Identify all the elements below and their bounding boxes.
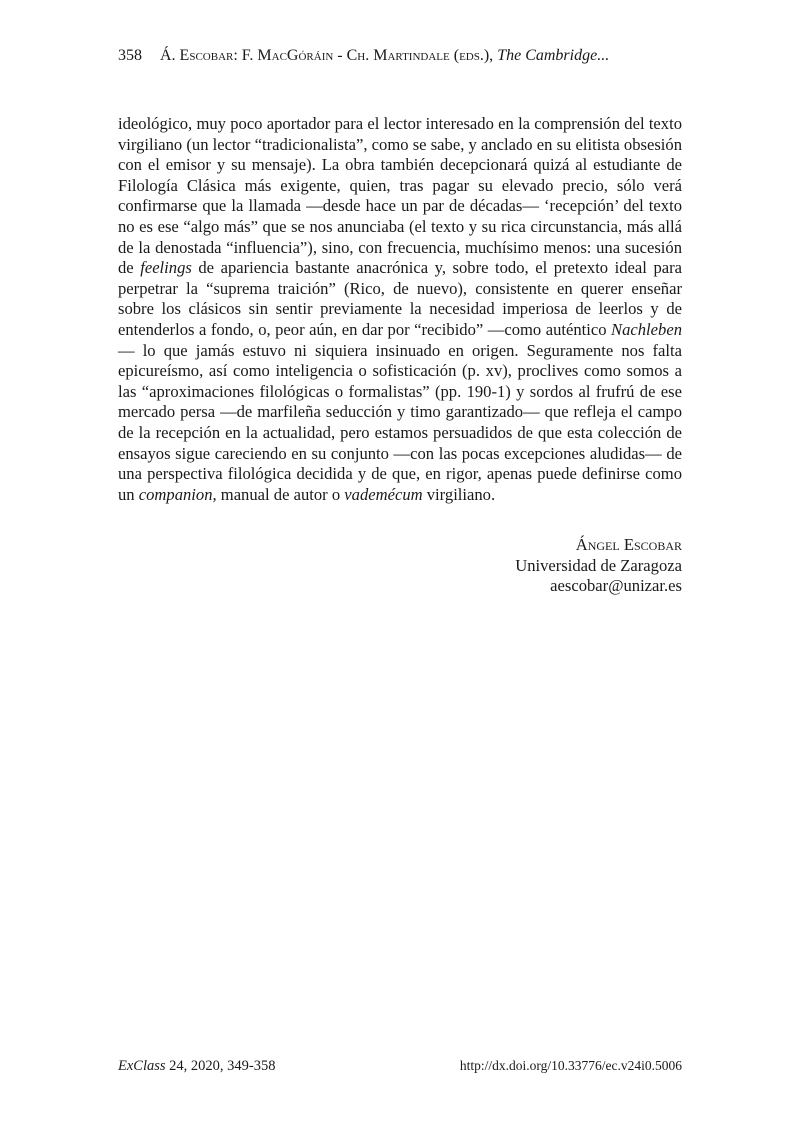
header-editors: Á. Escobar: F. MacGóráin - Ch. Martindale (eds.), xyxy=(160,47,494,64)
footer-journal: ExClass xyxy=(118,1058,166,1074)
author-institution: Universidad de Zaragoza xyxy=(515,555,682,575)
body-paragraph xyxy=(118,114,682,505)
footer-citation xyxy=(118,1058,276,1075)
footer-volume-pages: 24, 2020, 349-358 xyxy=(165,1058,276,1074)
author-email: aescobar@unizar.es xyxy=(550,576,682,596)
running-header xyxy=(118,47,609,65)
page-footer xyxy=(118,1058,682,1075)
body-segment-3: — lo que jamás estuvo ni siquiera insinuado en origen. Seguramente nos falta epicureísmo, así como inteligencia o sofisticación (p. xv), proclives como somos a las “aproximaciones filológicas o formalistas” (pp. 190-1) y sordos al frufrú de ese mercado persa —de marfileña seducción y timo garantizado— que refleja el campo de la recepción en la actualidad, pero estamos persuadidos de que esta colección de ensayos sigue careciendo en su conjunto —con las pocas excepciones aludidas— de una perspectiva filológica decidida y de que, en rigor, apenas puede definirse como un xyxy=(118,340,682,504)
body-segment-5: virgiliano. xyxy=(422,484,496,504)
header-book-title: The Cambridge... xyxy=(497,47,610,64)
italic-companion: companion, xyxy=(138,484,217,504)
body-segment-4: manual de autor o xyxy=(216,484,345,504)
body-segment-1: ideológico, muy poco aportador para el lector interesado en la comprensión del texto virgiliano (un lector “tradicionalista”, como se sabe, y anclado en su elitista obsesión con el emisor y su mensaje). La obra también decepcionará quizá al estudiante de Filología Clásica más exigente, quien, tras pagar su elevado precio, sólo verá confirmarse que la llamada —desde hace un par de décadas— ‘recepción’ del texto no es ese “algo más” que se nos anunciaba (el texto y su rica circunstancia, más allá de la denostada “influencia”), sino, con frecuencia, muchísimo menos: una sucesión de xyxy=(118,114,682,278)
body-segment-2: de apariencia bastante anacrónica y, sobre todo, el pretexto ideal para perpetrar la “suprema traición” (Rico, de nuevo), consistente en querer enseñar sobre los clásicos sin sentir previamente la necesidad imperiosa de leerlos y de entenderlos a fondo, o, peor aún, en dar por “recibido” —como auténtico xyxy=(118,258,682,339)
footer-doi-link[interactable]: http://dx.doi.org/10.33776/ec.v24i0.5006 xyxy=(459,1058,682,1073)
author-name: Ángel Escobar xyxy=(575,535,682,554)
page-number: 358 xyxy=(118,47,142,64)
author-signature xyxy=(515,535,682,597)
body-text xyxy=(118,114,682,505)
italic-feelings: feelings xyxy=(140,258,192,278)
italic-vademecum: vademécum xyxy=(344,484,423,504)
italic-nachleben: Nachleben xyxy=(611,319,682,339)
